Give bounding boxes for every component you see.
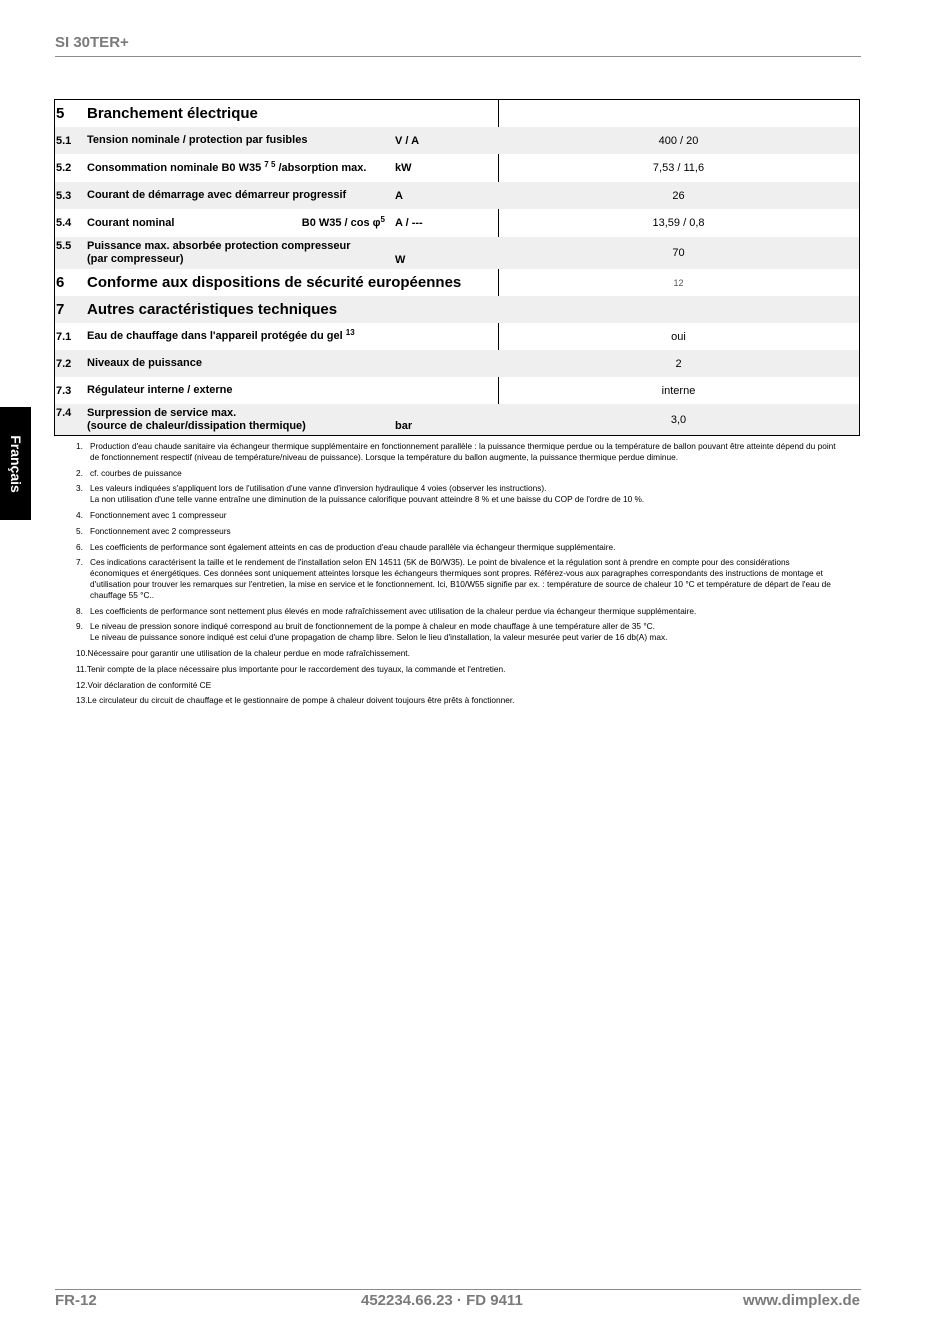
- footnote-text: Nécessaire pour garantir une utilisation de la chaleur perdue en mode rafraîchissement.: [87, 647, 410, 658]
- header-divider: [55, 56, 861, 57]
- row-number: 5.4: [56, 217, 72, 229]
- row-label: [87, 214, 395, 230]
- section-value: 12: [673, 277, 684, 288]
- footnote-number: 4.: [76, 509, 83, 520]
- row-unit: A / ---: [395, 217, 423, 229]
- footnote-ref: 5: [380, 214, 385, 224]
- row-label: [87, 330, 498, 343]
- footnote-number: 5.: [76, 525, 83, 536]
- footnote-text: Voir déclaration de conformité CE: [87, 679, 212, 690]
- section-number: 7: [56, 301, 65, 318]
- row-unit: bar: [395, 420, 413, 432]
- footnote: [76, 510, 840, 521]
- footnote-line: Les valeurs indiquées s'appliquent lors de l'utilisation d'une vanne d'inversion hydraulique 4 voies (observer les instructions).: [90, 483, 547, 494]
- row-number: 5.5: [56, 240, 72, 252]
- footnote: [76, 441, 840, 463]
- section-title: Conforme aux dispositions de sécurité européennes: [87, 274, 462, 291]
- footnote: [76, 483, 840, 505]
- row-unit: W: [395, 254, 406, 266]
- row-number: 7.3: [56, 384, 72, 397]
- row-number: 7.4: [56, 407, 72, 419]
- row-number: 7.2: [56, 357, 72, 370]
- table-row: [55, 127, 859, 154]
- footnote: [76, 680, 840, 691]
- footnote-text: Le circulateur du circuit de chauffage et le gestionnaire de pompe à chaleur doivent toujours être prêts à fonctionner.: [87, 695, 515, 706]
- footnote-text: Tenir compte de la place nécessaire plus importante pour le raccordement des tuyaux, la commande et l'entretien.: [86, 663, 506, 674]
- row-unit: kW: [395, 162, 412, 174]
- row-value: 3,0: [670, 413, 687, 426]
- row-value: 400 / 20: [658, 134, 699, 147]
- table-row: [55, 350, 859, 377]
- footnote-number: 11.: [76, 663, 87, 674]
- row-label-text: Eau de chauffage dans l'appareil protégée du gel: [87, 330, 343, 342]
- language-tab: [0, 407, 31, 520]
- footnote-text: Fonctionnement avec 2 compresseurs: [90, 525, 231, 536]
- document-reference: 452234.66.23 · FD 9411: [361, 1292, 523, 1309]
- footnote-line: Le niveau de puissance sonore indiqué est celui d'une propagation de champ libre. Selon le lieu d'installation, la valeur mesurée peut varier de 16 db(A) max.: [90, 632, 668, 643]
- section-title: Autres caractéristiques techniques: [87, 301, 338, 318]
- row-unit: A: [395, 189, 403, 202]
- row-label-line: Puissance max. absorbée protection compresseur: [87, 240, 351, 252]
- footnote: [76, 648, 840, 659]
- footnote-ref: 7 5: [264, 159, 276, 169]
- footnote-text: Les coefficients de performance sont également atteints en cas de production d'eau chaude parallèle via échangeur thermique supplémentaire.: [90, 541, 616, 552]
- section-number: 5: [56, 105, 65, 122]
- section-title: Branchement électrique: [87, 105, 258, 122]
- row-value: interne: [661, 384, 696, 397]
- row-value: 70: [672, 247, 685, 259]
- footnote-text: [90, 483, 840, 505]
- row-value: oui: [671, 330, 686, 343]
- footnote-number: 8.: [76, 605, 83, 616]
- footer-divider: [55, 1289, 861, 1290]
- row-label-condition: [301, 214, 395, 230]
- row-label: [87, 159, 395, 175]
- table-row: [55, 182, 859, 209]
- row-value: 7,53 / 11,6: [652, 162, 705, 174]
- row-number: 5.3: [56, 189, 72, 202]
- row-label: Courant de démarrage avec démarreur progressif: [87, 189, 347, 201]
- spec-table: [54, 99, 860, 436]
- footnote-number: 2.: [76, 467, 83, 478]
- row-label-text: B0 W35 / cos φ: [301, 216, 381, 229]
- footnote: [76, 526, 840, 537]
- row-label-line: (par compresseur): [87, 253, 184, 265]
- footnote-text: Les coefficients de performance sont nettement plus élevés en mode rafraîchissement avec utilisation de la chaleur perdue via échangeur thermique supplémentaire.: [90, 605, 697, 616]
- footnote-text: Fonctionnement avec 1 compresseur: [90, 509, 227, 520]
- document-title: SI 30TER+: [55, 34, 129, 51]
- footnote: [76, 557, 840, 600]
- table-row: [55, 154, 859, 182]
- table-row: [55, 237, 859, 269]
- page-number: FR-12: [55, 1292, 97, 1309]
- footnote-number: 12.: [76, 679, 88, 690]
- table-row: [55, 377, 859, 404]
- row-label-text: Courant nominal: [87, 216, 175, 229]
- website-url: www.dimplex.de: [743, 1292, 860, 1309]
- row-label-text: /absorption max.: [278, 161, 367, 174]
- footnote-number: 6.: [76, 541, 83, 552]
- footnote: [76, 621, 840, 643]
- footnote-number: 10.: [76, 647, 88, 658]
- footnote-number: 7.: [76, 557, 83, 568]
- footnote-number: 13.: [76, 695, 88, 706]
- section-header-5: [55, 100, 859, 127]
- footnote: [76, 468, 840, 479]
- row-label-line: (source de chaleur/dissipation thermique): [87, 419, 306, 432]
- row-label-text: Consommation nominale B0 W35: [87, 161, 262, 174]
- row-label: Tension nominale / protection par fusibles: [87, 134, 308, 146]
- row-number: 5.1: [56, 134, 72, 147]
- footnotes: [76, 441, 840, 711]
- footnote-text: cf. courbes de puissance: [90, 467, 182, 478]
- row-label-line: Surpression de service max.: [87, 406, 237, 419]
- footnote-number: 3.: [76, 483, 83, 494]
- footnote-ref: 13: [345, 328, 355, 337]
- footnote: [76, 606, 840, 617]
- language-tab-label: Français: [7, 434, 24, 493]
- row-value: 26: [672, 189, 685, 202]
- row-label: Régulateur interne / externe: [87, 384, 233, 396]
- row-unit: V / A: [395, 134, 420, 147]
- footnote-number: 9.: [76, 621, 83, 632]
- row-label: Niveaux de puissance: [87, 357, 202, 369]
- section-header-7: [55, 296, 859, 323]
- footnote-number: 1.: [76, 441, 83, 451]
- footnote: [76, 664, 840, 675]
- footnote-text: Ces indications caractérisent la taille et le rendement de l'installation selon EN 14511 (5K de B0/W35). Le point de bivalence et la régulation sont à prendre en compte pour des considérations économiques et énergétiques. Ces données sont uniquement atteintes lorsque les échangeurs thermiques sont propres. Référez-vous aux paragraphes correspondants des instructions de montage et d'utilisation pour trouver les remarques sur l'entretien, la mise en service et le fonctionnement. Ici, B10/W55 signifie par ex. : température de source de chaleur 10 °C et température de départ de l'eau de chauffage 55 °C..: [90, 557, 831, 600]
- footnote-line: Le niveau de pression sonore indiqué correspond au bruit de fonctionnement de la pompe à chaleur en mode chauffage à une température aller de 35 °C.: [90, 621, 655, 632]
- section-number: 6: [56, 274, 65, 291]
- section-header-6: [55, 269, 859, 296]
- row-number: 5.2: [56, 162, 72, 174]
- row-number: 7.1: [56, 330, 72, 343]
- table-row: [55, 404, 859, 435]
- table-row: [55, 323, 859, 350]
- footnote: [76, 542, 840, 553]
- footnote-text: Production d'eau chaude sanitaire via échangeur thermique supplémentaire en fonctionnement parallèle : la puissance thermique perdue ou la température de ballon pouvant être atteinte dépend du point de fonctionnement respectif (niveau de température/niveau de puissance). Lorsque la température du ballon augmente, la puissance thermique perdue diminue.: [90, 441, 836, 462]
- row-value: 13,59 / 0,8: [652, 217, 705, 229]
- footnote: [76, 695, 840, 706]
- row-label: [87, 240, 395, 266]
- row-value: 2: [675, 357, 682, 370]
- footnote-line: La non utilisation d'une telle vanne entraîne une diminution de la puissance calorifique pouvant atteindre 8 % et une baisse du COP de l'ordre de 10 %.: [90, 494, 645, 505]
- table-row: [55, 209, 859, 237]
- row-label: [87, 407, 395, 433]
- footnote-text: [90, 621, 840, 643]
